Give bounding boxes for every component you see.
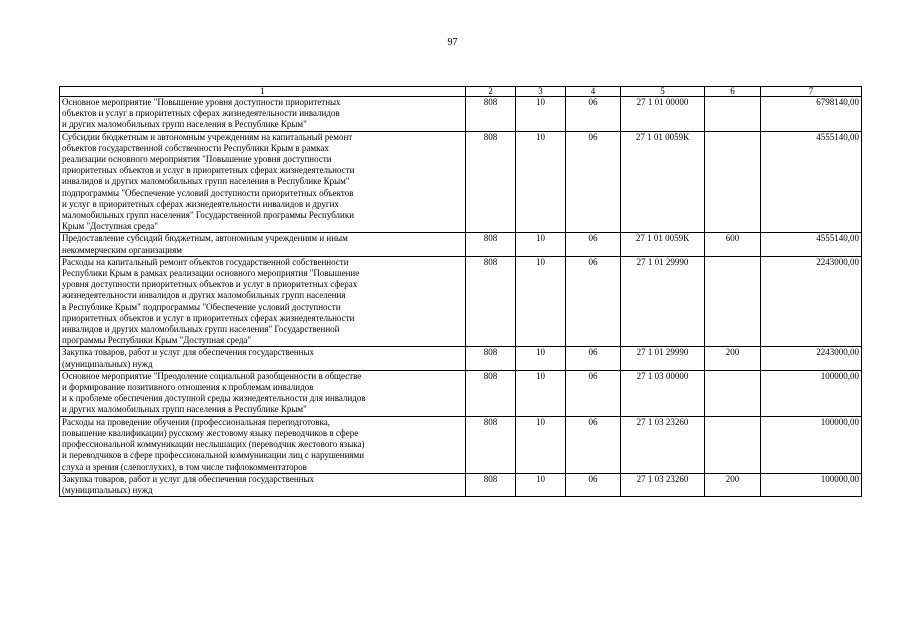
row-vr: 600 <box>705 233 761 256</box>
row-rz: 10 <box>516 256 566 347</box>
budget-table <box>59 86 862 497</box>
row-pr: 06 <box>566 347 621 370</box>
row-sum: 2243000,00 <box>761 256 862 347</box>
row-sum: 100000,00 <box>761 473 862 496</box>
row-pr: 06 <box>566 473 621 496</box>
row-pr: 06 <box>566 416 621 473</box>
row-name: Субсидии бюджетным и автономным учреждениям на капитальный ремонт объектов государственной собственности Республики Крым в рамках реализации основного мероприятия "Повышение уровня доступности приоритетных объектов и услуг в приоритетных сферах жизнедеятельности инвалидов и других маломобильных групп населения в Республике Крым" подпрограммы "Обеспечение условий доступности приоритетных объектов и услуг в приоритетных сферах жизнедеятельности инвалидов и других маломобильных групп населения" Государственной программы Республики Крым "Доступная среда" <box>60 131 466 233</box>
row-vr: 200 <box>705 347 761 370</box>
row-vr <box>705 370 761 416</box>
row-name: Основное мероприятие "Повышение уровня доступности приоритетных объектов и услуг в приоритетных сферах жизнедеятельности инвалидов и других маломобильных групп населения в Республике Крым" <box>60 97 466 132</box>
row-rz: 10 <box>516 131 566 233</box>
row-vr <box>705 131 761 233</box>
row-name: Предоставление субсидий бюджетным, автономным учреждениям и иным некоммерческим организациям <box>60 233 466 256</box>
row-rz: 10 <box>516 97 566 132</box>
row-rz: 10 <box>516 233 566 256</box>
row-sum: 100000,00 <box>761 370 862 416</box>
table-row <box>60 131 862 233</box>
row-sum: 4555140,00 <box>761 233 862 256</box>
row-ved: 808 <box>466 256 516 347</box>
header-col-5: 5 <box>621 87 705 97</box>
row-csr: 27 1 01 0059К <box>621 233 705 256</box>
row-csr: 27 1 03 00000 <box>621 370 705 416</box>
header-col-1: 1 <box>60 87 466 97</box>
row-rz: 10 <box>516 473 566 496</box>
row-ved: 808 <box>466 473 516 496</box>
table-row <box>60 416 862 473</box>
row-rz: 10 <box>516 416 566 473</box>
page-number: 97 <box>447 37 458 48</box>
row-rz: 10 <box>516 347 566 370</box>
row-ved: 808 <box>466 233 516 256</box>
row-name: Основное мероприятие "Преодоление социальной разобщенности в обществе и формирование позитивного отношения к проблемам инвалидов и к проблеме обеспечения доступной среды жизнедеятельности для инвалидов и других маломобильных групп населения в Республике Крым" <box>60 370 466 416</box>
row-vr: 200 <box>705 473 761 496</box>
row-vr <box>705 416 761 473</box>
row-pr: 06 <box>566 370 621 416</box>
row-name: Расходы на капитальный ремонт объектов государственной собственности Республики Крым в рамках реализации основного мероприятия "Повышение уровня доступности приоритетных объектов и услуг в приоритетных сферах жизнедеятельности инвалидов и других маломобильных групп населения в Республике Крым" подпрограммы "Обеспечение условий доступности приоритетных объектов и услуг в приоритетных сферах жизнедеятельности инвалидов и других маломобильных групп населения" Государственной программы Республики Крым "Доступная среда" <box>60 256 466 347</box>
row-sum: 6798140,00 <box>761 97 862 132</box>
header-col-3: 3 <box>516 87 566 97</box>
row-rz: 10 <box>516 370 566 416</box>
row-vr <box>705 256 761 347</box>
row-pr: 06 <box>566 256 621 347</box>
row-csr: 27 1 03 23260 <box>621 416 705 473</box>
header-row <box>60 87 862 97</box>
row-csr: 27 1 01 29990 <box>621 347 705 370</box>
header-col-2: 2 <box>466 87 516 97</box>
row-name: Закупка товаров, работ и услуг для обеспечения государственных (муниципальных) нужд <box>60 473 466 496</box>
row-ved: 808 <box>466 347 516 370</box>
row-pr: 06 <box>566 233 621 256</box>
table-row <box>60 97 862 132</box>
row-sum: 4555140,00 <box>761 131 862 233</box>
row-ved: 808 <box>466 416 516 473</box>
row-csr: 27 1 01 00000 <box>621 97 705 132</box>
row-csr: 27 1 01 0059К <box>621 131 705 233</box>
row-pr: 06 <box>566 97 621 132</box>
table-row <box>60 473 862 496</box>
row-ved: 808 <box>466 370 516 416</box>
row-name: Расходы на проведение обучения (профессиональная переподготовка, повышение квалификации) русскому жестовому языку переводчиков в сфере профессиональной коммуникации неслышащих (переводчик жестового языка) и переводчиков в сфере профессиональной коммуникации лиц с нарушениями слуха и зрения (слепоглухих), в том числе тифлокомментаторов <box>60 416 466 473</box>
row-ved: 808 <box>466 131 516 233</box>
row-ved: 808 <box>466 97 516 132</box>
row-sum: 2243000,00 <box>761 347 862 370</box>
row-sum: 100000,00 <box>761 416 862 473</box>
row-vr <box>705 97 761 132</box>
table-row <box>60 233 862 256</box>
row-csr: 27 1 03 23260 <box>621 473 705 496</box>
header-col-6: 6 <box>705 87 761 97</box>
header-col-7: 7 <box>761 87 862 97</box>
header-col-4: 4 <box>566 87 621 97</box>
table-row <box>60 256 862 347</box>
row-name: Закупка товаров, работ и услуг для обеспечения государственных (муниципальных) нужд <box>60 347 466 370</box>
table-row <box>60 347 862 370</box>
table-row <box>60 370 862 416</box>
row-pr: 06 <box>566 131 621 233</box>
row-csr: 27 1 01 29990 <box>621 256 705 347</box>
